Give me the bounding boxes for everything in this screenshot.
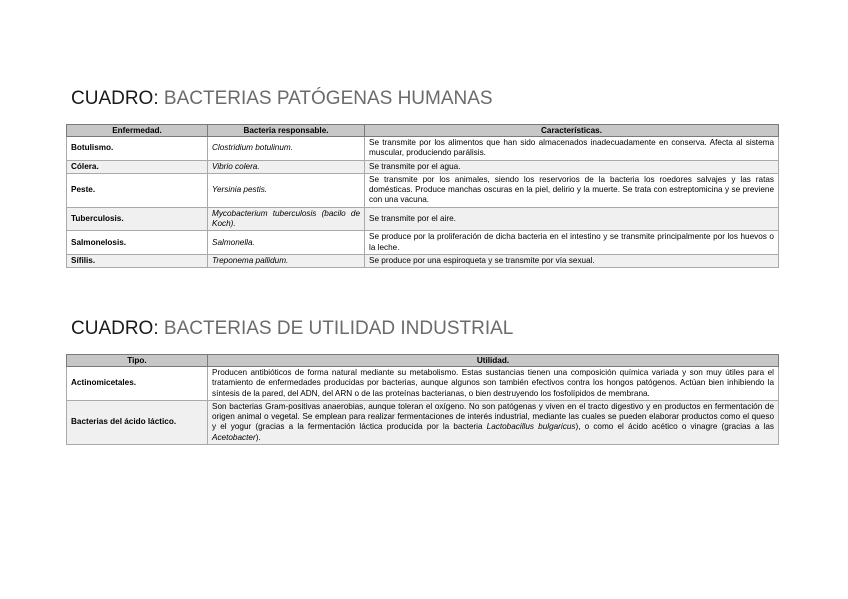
- table-row: [67, 160, 779, 173]
- column-header-type: Tipo.: [67, 355, 208, 367]
- utility-text: ), o como el ácido acético o vinagre (gracias a las: [575, 422, 774, 432]
- description-cell: Se transmite por el agua.: [365, 160, 779, 173]
- table1-heading-title: BACTERIAS PATÓGENAS HUMANAS: [163, 88, 493, 109]
- table-header-row: [67, 355, 779, 367]
- table-row: [67, 231, 779, 255]
- table2-heading-title: BACTERIAS DE UTILIDAD INDUSTRIAL: [163, 318, 514, 339]
- description-cell: Se transmite por los alimentos que han sido almacenados inadecuadamente en conserva. Afecta al sistema muscular, produciendo parálisis.: [365, 137, 779, 161]
- utility-cell: [208, 400, 779, 444]
- utility-text: Son bacterias Gram-positivas anaerobias, aunque toleran el oxígeno. No son patógenas y viven en el tracto digestivo y en productos en fermentación de origen animal o vegetal. Se emplean para realizar fermentaciones de interés industrial, mediante las cuales se pueden elaborar productos como el queso y el yogur (gracias a la fermentación láctica producida por la bacteria: [212, 401, 774, 432]
- bacteria-cell: Treponema pallidum.: [208, 254, 365, 267]
- table-row: [67, 254, 779, 267]
- column-header-utility: Utilidad.: [208, 355, 779, 367]
- description-cell: Se produce por una espiroqueta y se transmite por vía sexual.: [365, 254, 779, 267]
- disease-cell: Peste.: [67, 173, 208, 207]
- table-row: [67, 207, 779, 231]
- description-cell: Se produce por la proliferación de dicha bacteria en el intestino y se transmite principalmente por los huevos o la leche.: [365, 231, 779, 255]
- bacteria-cell: Salmonella.: [208, 231, 365, 255]
- description-cell: Se transmite por el aire.: [365, 207, 779, 231]
- table-header-row: [67, 125, 779, 137]
- bacteria-cell: Clostridium botulinum.: [208, 137, 365, 161]
- column-header-bacteria: Bacteria responsable.: [208, 125, 365, 137]
- utility-text: ).: [255, 432, 261, 442]
- table-row: [67, 367, 779, 401]
- table-row: [67, 173, 779, 207]
- disease-cell: Tuberculosis.: [67, 207, 208, 231]
- disease-cell: Sífilis.: [67, 254, 208, 267]
- table-row: [67, 137, 779, 161]
- description-cell: Se transmite por los animales, siendo los reservorios de la bacteria los roedores salvajes y las ratas domésticas. Produce manchas oscuras en la piel, delirio y la muerte. Se trata con estreptomicina y se previene con una vacuna.: [365, 173, 779, 207]
- utility-cell: Producen antibióticos de forma natural mediante su metabolismo. Estas sustancias tienen una composición química variada y son muy útiles para el tratamiento de enfermedades producidas por bacterias, aunque algunos son también efectivos contra los hongos patógenos. Actúan bien inhibiendo la síntesis de la pared, del ADN, del ARN o de las proteínas bacterianas, o bien destruyendo los fosfolípidos de membrana.: [208, 367, 779, 401]
- column-header-disease: Enfermedad.: [67, 125, 208, 137]
- bacteria-cell: Vibrio colera.: [208, 160, 365, 173]
- bacteria-cell: Mycobacterium tuberculosis (bacilo de Koch).: [208, 207, 365, 231]
- industrial-bacteria-table: [66, 354, 779, 445]
- species-name: Acetobacter: [212, 432, 256, 442]
- disease-cell: Botulismo.: [67, 137, 208, 161]
- table2-heading-keyword: CUADRO:: [71, 318, 159, 339]
- bacteria-cell: Yersinia pestis.: [208, 173, 365, 207]
- table1-heading-keyword: CUADRO:: [71, 88, 159, 109]
- column-header-characteristics: Características.: [365, 125, 779, 137]
- table1-heading: [71, 88, 493, 110]
- disease-cell: Cólera.: [67, 160, 208, 173]
- disease-cell: Salmonelosis.: [67, 231, 208, 255]
- species-name: Lactobacillus bulgaricus: [486, 422, 576, 432]
- type-cell: Bacterias del ácido láctico.: [67, 400, 208, 444]
- type-cell: Actinomicetales.: [67, 367, 208, 401]
- table2-heading: [71, 318, 513, 340]
- pathogenic-bacteria-table: [66, 124, 779, 268]
- table-row: [67, 400, 779, 444]
